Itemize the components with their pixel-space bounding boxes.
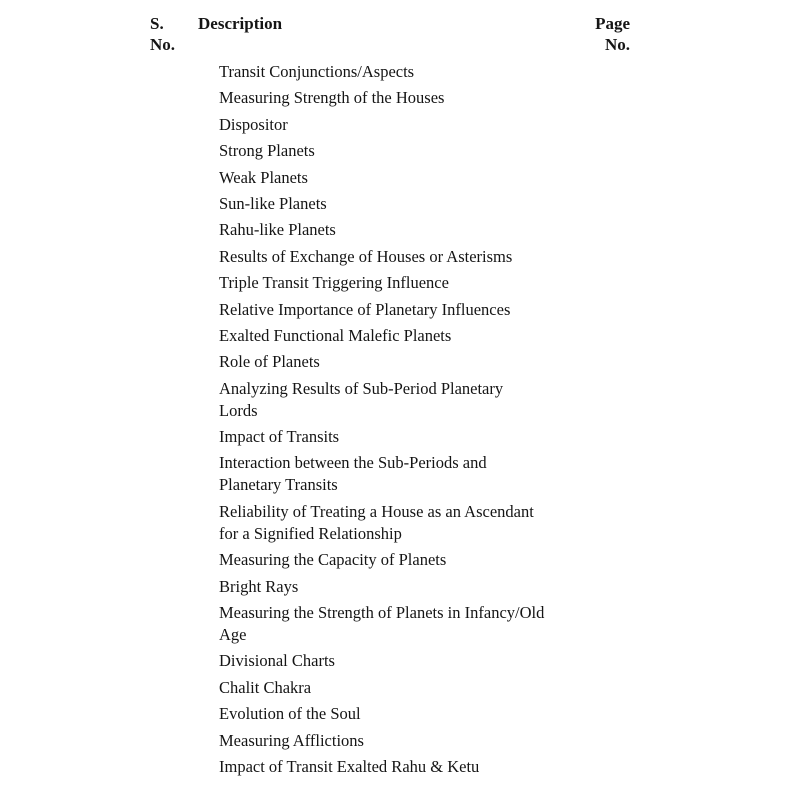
contents-entry-title: Divisional Charts (219, 651, 335, 671)
contents-entry (219, 677, 589, 699)
contents-entry-title: Sun-like Planets (219, 193, 327, 213)
contents-entry-title: Measuring Afflictions (219, 730, 364, 750)
contents-entry-title-continued: for a Signified Relationship (219, 523, 402, 543)
contents-entry-title: Impact of Transits (219, 427, 340, 447)
contents-entry-title: Strong Planets (219, 141, 315, 161)
serial-number-header-line-1: S. (150, 14, 164, 33)
contents-entry-title: Dispositor (219, 114, 288, 134)
serial-number-column-header (150, 13, 190, 55)
contents-entry-title: Measuring the Capacity of Planets (219, 550, 447, 570)
contents-entry-title: Analyzing Results of Sub-Period Planetary (219, 378, 504, 398)
contents-entry (219, 549, 589, 571)
page-number-header-line-2: No. (604, 35, 630, 54)
contents-entry-title-continued: Planetary Transits (219, 475, 338, 495)
page-number-column-header (586, 13, 630, 55)
contents-entry (219, 114, 589, 136)
contents-entry (219, 87, 589, 109)
contents-entry-title: Bright Rays (219, 576, 299, 596)
contents-entry (219, 167, 589, 189)
contents-entry-title: Impact of Transit Exalted Rahu & Ketu (219, 756, 480, 776)
contents-entry (219, 501, 589, 545)
contents-entry (219, 61, 589, 83)
contents-entry (219, 246, 589, 268)
contents-entry-title: Results of Exchange of Houses or Asterisms (219, 246, 513, 266)
page-number-header-line-1: Page (595, 14, 630, 33)
contents-entry (219, 650, 589, 672)
contents-entry (219, 219, 589, 241)
contents-entry-title: Measuring the Strength of Planets in Infancy/Old (219, 603, 545, 623)
contents-entry (219, 299, 589, 321)
contents-entry-title: Weak Planets (219, 167, 308, 187)
contents-entry (219, 351, 589, 373)
contents-entry-title: Chalit Chakra (219, 677, 312, 697)
contents-entry (219, 193, 589, 215)
contents-entry (219, 452, 589, 496)
contents-entry (219, 426, 589, 448)
contents-entry-title: Transit Conjunctions/Aspects (219, 62, 415, 81)
serial-number-header-line-2: No. (150, 35, 176, 54)
contents-entry-title-continued: Lords (219, 400, 258, 420)
contents-entry (219, 602, 589, 646)
contents-entry-title: Rahu-like Planets (219, 220, 336, 240)
contents-entry-title: Evolution of the Soul (219, 704, 361, 724)
contents-entry-title: Relative Importance of Planetary Influences (219, 299, 511, 319)
contents-entry-title: Measuring Strength of the Houses (219, 88, 445, 108)
contents-entry-title: Triple Transit Triggering Influence (219, 273, 449, 293)
contents-entry-title-continued: Age (219, 625, 247, 645)
description-header-text: Description (198, 14, 283, 33)
contents-entry (219, 140, 589, 162)
contents-entry (219, 703, 589, 725)
description-column-header (198, 13, 282, 34)
contents-entry (219, 325, 589, 347)
contents-entry-list (219, 61, 589, 782)
contents-entry (219, 730, 589, 752)
contents-entry-title: Exalted Functional Malefic Planets (219, 325, 452, 345)
contents-entry-title: Reliability of Treating a House as an Ascendant (219, 501, 534, 521)
contents-entry (219, 756, 589, 778)
contents-entry-title: Role of Planets (219, 352, 320, 372)
contents-entry-title: Interaction between the Sub-Periods and (219, 453, 487, 473)
contents-entry (219, 378, 589, 422)
contents-entry (219, 576, 589, 598)
contents-entry (219, 272, 589, 294)
